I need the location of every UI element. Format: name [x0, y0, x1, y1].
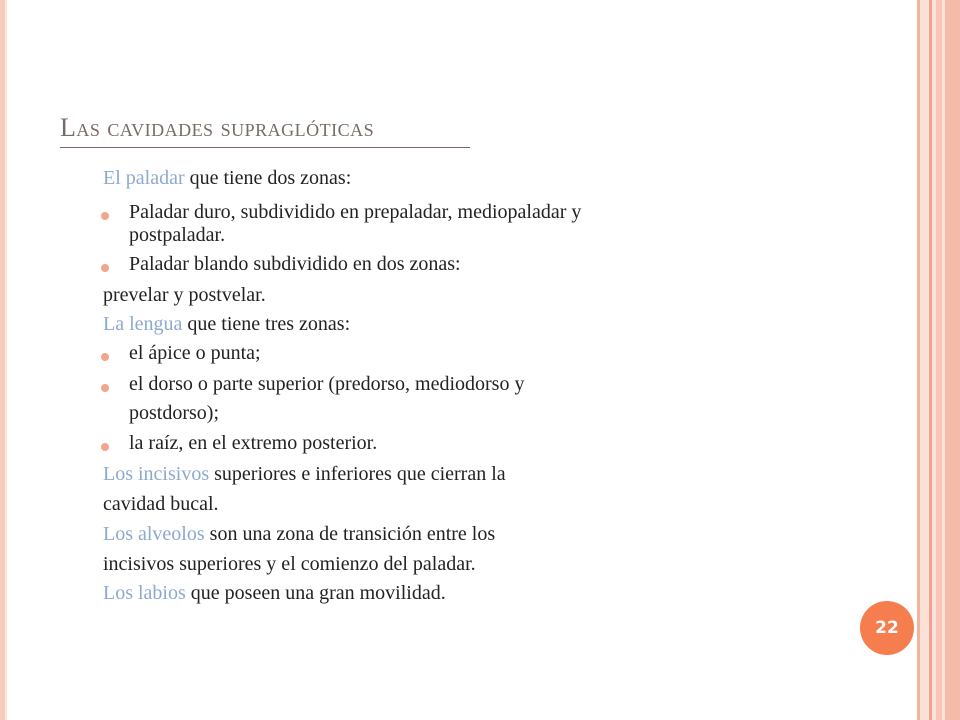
- body-line: incisivos superiores y el comienzo del paladar.: [103, 553, 476, 575]
- bullet-icon: [101, 353, 109, 361]
- slide-title: Las cavidades supraglóticas: [60, 113, 375, 142]
- body-line: [103, 460, 506, 489]
- page-number-badge: 22: [860, 601, 914, 655]
- title-underline: [60, 147, 470, 148]
- body-line: cavidad bucal.: [103, 493, 219, 515]
- bullet-item-continuation: postpaladar.: [129, 224, 226, 246]
- bullet-item: Paladar duro, subdividido en prepaladar, mediopaladar y: [129, 201, 582, 223]
- left-frame-inner-border: [5, 0, 7, 720]
- body-text: que poseen una gran movilidad.: [185, 582, 446, 604]
- bullet-item: la raíz, en el extremo posterior.: [129, 432, 378, 454]
- body-text: superiores e inferiores que cierran la: [209, 463, 506, 485]
- bullet-item: Paladar blando subdividido en dos zonas:: [129, 253, 461, 275]
- body-text: que tiene tres zonas:: [182, 313, 351, 335]
- body-text: que tiene dos zonas:: [184, 167, 352, 189]
- bullet-item: el dorso o parte superior (predorso, mediodorso y: [129, 373, 525, 395]
- highlight-term: Los incisivos: [103, 463, 210, 485]
- bullet-icon: [101, 443, 109, 451]
- body-line: prevelar y postvelar.: [103, 284, 266, 306]
- body-line: [103, 164, 351, 193]
- body-line: [103, 520, 495, 549]
- bullet-item: el ápice o punta;: [129, 342, 261, 364]
- bullet-icon: [101, 264, 109, 272]
- body-text: son una zona de transición entre los: [204, 523, 496, 545]
- highlight-term: Los labios: [103, 582, 186, 604]
- body-line: [103, 310, 350, 339]
- bullet-icon: [101, 384, 109, 392]
- highlight-term: La lengua: [103, 313, 183, 335]
- highlight-term: El paladar: [103, 167, 185, 189]
- right-stripe: [945, 0, 960, 720]
- right-stripe: [920, 0, 929, 720]
- highlight-term: Los alveolos: [103, 523, 205, 545]
- bullet-icon: [101, 212, 109, 220]
- bullet-item-continuation: postdorso);: [129, 402, 219, 424]
- body-line: [103, 579, 446, 608]
